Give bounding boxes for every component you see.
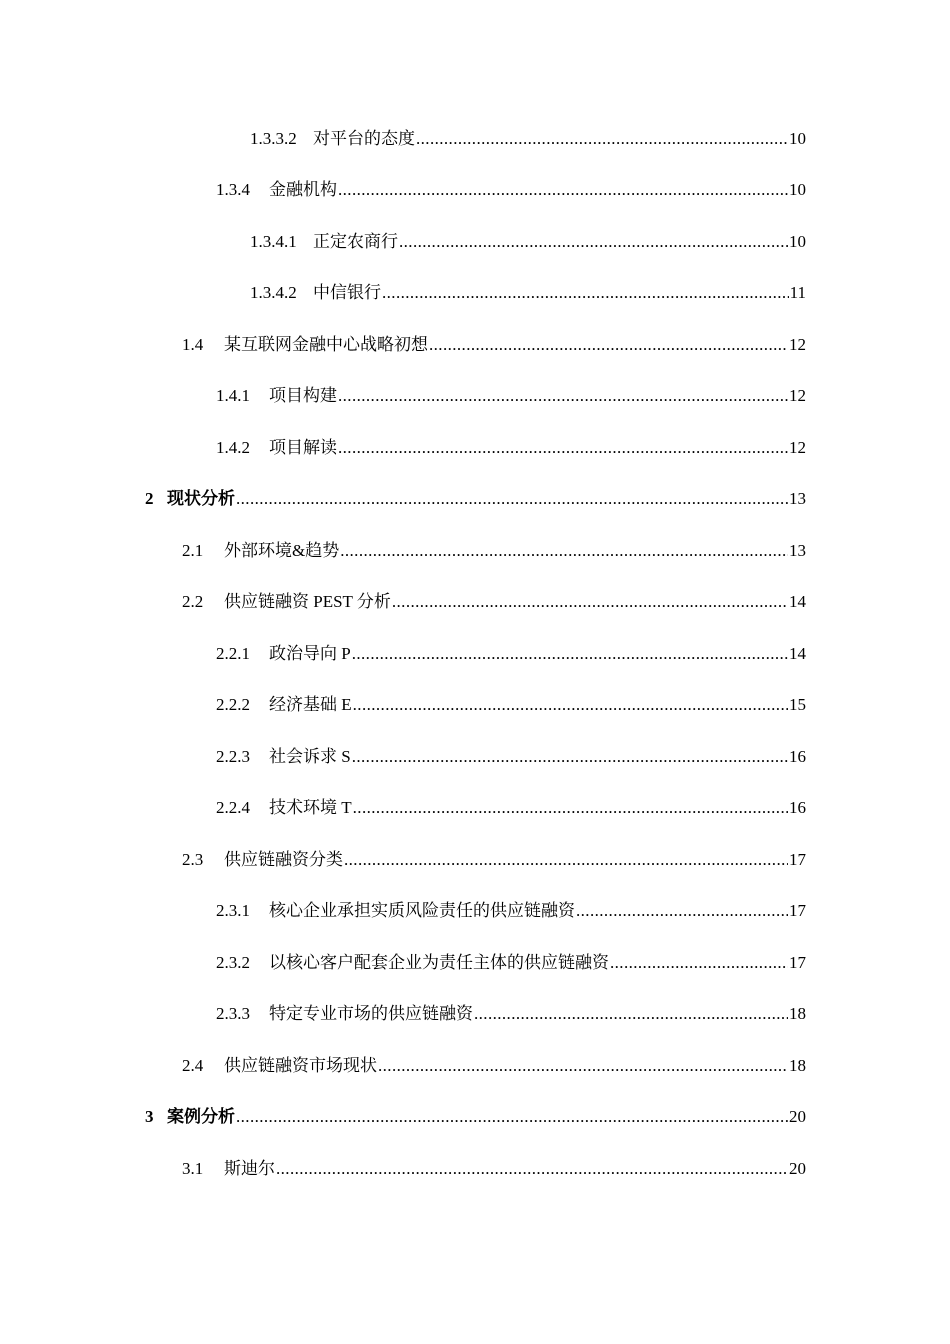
toc-entry-page: 13 (789, 489, 806, 508)
toc-chapter-entry[interactable] (145, 484, 806, 510)
toc-dot-leader (340, 540, 788, 562)
toc-dot-leader (399, 231, 788, 253)
toc-entry-number: 1.3.4.1 (250, 232, 297, 251)
toc-entry-page: 18 (789, 1004, 806, 1023)
toc-entry-number: 2.2.1 (216, 644, 250, 663)
toc-entry-title: 案例分析 (167, 1107, 235, 1126)
toc-dot-leader (338, 437, 788, 459)
toc-entry-title: 正定农商行 (313, 232, 398, 251)
toc-entry-page: 12 (789, 335, 806, 354)
toc-entry-page: 10 (789, 180, 806, 199)
toc-dot-leader (338, 385, 788, 407)
toc-entry-title: 供应链融资 PEST 分析 (224, 592, 391, 611)
toc-entry[interactable] (216, 690, 806, 716)
toc-entry-page: 17 (789, 901, 806, 920)
toc-dot-leader (353, 797, 788, 819)
toc-dot-leader (352, 643, 788, 665)
toc-entry-title: 供应链融资分类 (224, 850, 343, 869)
toc-chapter-entry[interactable] (145, 1102, 806, 1128)
toc-entry[interactable] (216, 742, 806, 768)
toc-entry-title: 技术环境 T (269, 798, 352, 817)
toc-entry-number: 1.3.4.2 (250, 283, 297, 302)
toc-entry[interactable] (250, 278, 806, 304)
toc-entry-number: 2.2.2 (216, 695, 250, 714)
toc-entry-title: 供应链融资市场现状 (224, 1056, 377, 1075)
toc-entry-page: 10 (789, 232, 806, 251)
toc-entry[interactable] (216, 793, 806, 819)
toc-entry-number: 3.1 (182, 1159, 204, 1178)
toc-entry[interactable] (216, 639, 806, 665)
toc-entry-title: 对平台的态度 (313, 129, 415, 148)
toc-entry[interactable] (216, 948, 806, 974)
toc-entry-title: 政治导向 P (269, 644, 351, 663)
toc-dot-leader (276, 1158, 788, 1180)
toc-entry-title: 核心企业承担实质风险责任的供应链融资 (269, 901, 575, 920)
toc-entry[interactable] (216, 175, 806, 201)
toc-entry-number: 1.3.3.2 (250, 129, 297, 148)
toc-entry-title: 项目构建 (269, 386, 337, 405)
toc-dot-leader (429, 334, 788, 356)
toc-entry-page: 12 (789, 386, 806, 405)
toc-entry-number: 2.2.3 (216, 747, 250, 766)
toc-dot-leader (344, 849, 788, 871)
toc-entry-number: 1.3.4 (216, 180, 250, 199)
toc-entry-title: 特定专业市场的供应链融资 (269, 1004, 473, 1023)
toc-entry[interactable] (216, 896, 806, 922)
toc-entry-number: 2.3.1 (216, 901, 250, 920)
toc-entry[interactable] (182, 1051, 806, 1077)
toc-dot-leader (236, 488, 788, 510)
toc-entry-number: 1.4.1 (216, 386, 250, 405)
toc-entry-number: 2 (145, 489, 154, 508)
toc-dot-leader (392, 591, 788, 613)
toc-dot-leader (416, 128, 788, 150)
toc-entry-page: 14 (789, 592, 806, 611)
toc-dot-leader (576, 900, 788, 922)
toc-entry-page: 17 (789, 953, 806, 972)
toc-entry-title: 斯迪尔 (224, 1159, 275, 1178)
toc-dot-leader (338, 179, 788, 201)
toc-entry-number: 2.3.3 (216, 1004, 250, 1023)
toc-entry-number: 2.3 (182, 850, 204, 869)
toc-entry[interactable] (216, 433, 806, 459)
toc-entry-title: 现状分析 (167, 489, 235, 508)
toc-entry-page: 16 (789, 798, 806, 817)
toc-entry-number: 2.3.2 (216, 953, 250, 972)
toc-dot-leader (382, 282, 789, 304)
toc-dot-leader (610, 952, 788, 974)
toc-entry-page: 18 (789, 1056, 806, 1075)
toc-entry-number: 3 (145, 1107, 154, 1126)
toc-entry-title: 外部环境&趋势 (224, 541, 340, 560)
toc-entry-page: 20 (789, 1107, 806, 1126)
toc-entry[interactable] (216, 999, 806, 1025)
toc-entry-page: 16 (789, 747, 806, 766)
toc-entry-title: 项目解读 (269, 438, 337, 457)
toc-entry-title: 经济基础 E (269, 695, 352, 714)
toc-entry-number: 1.4 (182, 335, 204, 354)
toc-entry-number: 2.1 (182, 541, 204, 560)
toc-entry[interactable] (182, 587, 806, 613)
toc-entry-page: 14 (789, 644, 806, 663)
toc-entry-title: 中信银行 (313, 283, 381, 302)
toc-entry-page: 17 (789, 850, 806, 869)
toc-entry-page: 20 (789, 1159, 806, 1178)
toc-entry[interactable] (182, 1154, 806, 1180)
toc-dot-leader (378, 1055, 788, 1077)
toc-entry-number: 1.4.2 (216, 438, 250, 457)
toc-entry-page: 11 (789, 283, 806, 302)
toc-entry[interactable] (182, 536, 806, 562)
toc-entry-number: 2.4 (182, 1056, 204, 1075)
toc-entry[interactable] (182, 330, 806, 356)
toc-entry-number: 2.2.4 (216, 798, 250, 817)
toc-entry[interactable] (216, 381, 806, 407)
toc-entry-title: 社会诉求 S (269, 747, 351, 766)
toc-entry[interactable] (250, 124, 806, 150)
toc-entry-page: 13 (789, 541, 806, 560)
toc-entry-page: 15 (789, 695, 806, 714)
toc-entry-page: 10 (789, 129, 806, 148)
toc-entry-title: 以核心客户配套企业为责任主体的供应链融资 (269, 953, 609, 972)
toc-dot-leader (352, 746, 788, 768)
toc-entry-title: 某互联网金融中心战略初想 (224, 335, 428, 354)
toc-dot-leader (474, 1003, 788, 1025)
toc-entry-title: 金融机构 (269, 180, 337, 199)
toc-entry-page: 12 (789, 438, 806, 457)
toc-dot-leader (353, 694, 788, 716)
toc-entry[interactable] (182, 845, 806, 871)
toc-entry[interactable] (250, 227, 806, 253)
toc-dot-leader (236, 1106, 788, 1128)
toc-entry-number: 2.2 (182, 592, 204, 611)
